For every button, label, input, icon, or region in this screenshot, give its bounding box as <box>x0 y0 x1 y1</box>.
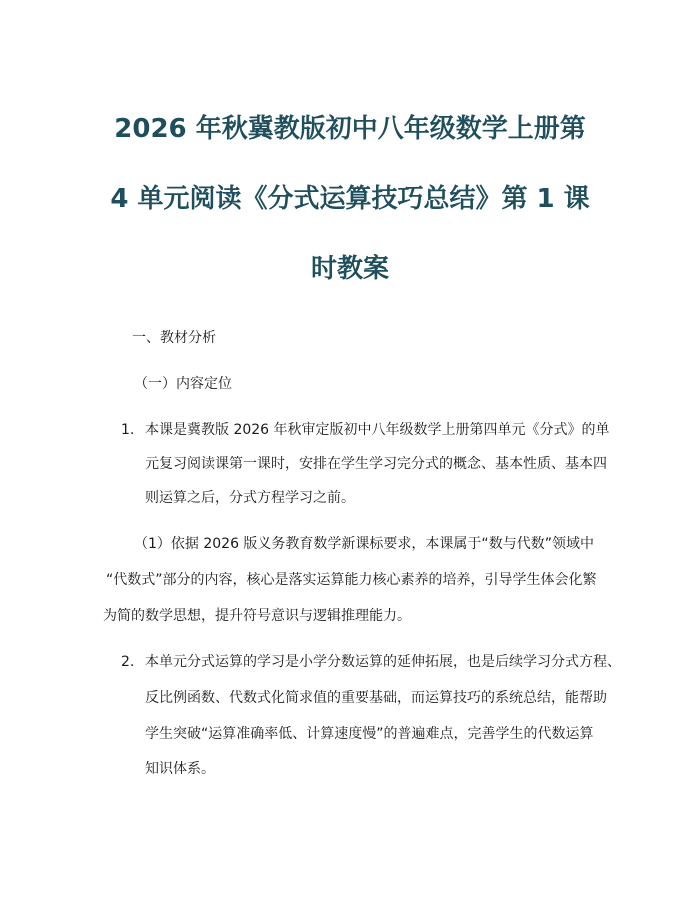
item-2-line-4: 知识体系。 <box>145 761 215 777</box>
item-2-line-2: 反比例函数、代数式化简求值的重要基础，而运算技巧的系统总结，能帮助 <box>145 690 607 706</box>
item-1-number: 1. <box>121 422 135 438</box>
item-2-line-3: 学生突破“运算准确率低、计算速度慢”的普遍难点，完善学生的代数运算 <box>145 726 594 742</box>
subsection-heading: （一）内容定位 <box>134 376 232 392</box>
paragraph-1-line-1: （1）依据 2026 版义务教育数学新课标要求，本课属于“数与代数”领域中 <box>134 536 594 552</box>
document-title-line-3: 时教案 <box>310 254 389 284</box>
document-title-line-1: 2026 年秋冀教版初中八年级数学上册第 <box>114 114 586 144</box>
section-heading: 一、教材分析 <box>132 330 216 346</box>
item-1-line-3: 则运算之后，分式方程学习之前。 <box>145 490 355 506</box>
item-2-line-1: 本单元分式运算的学习是小学分数运算的延伸拓展，也是后续学习分式方程、 <box>145 654 621 670</box>
item-1-line-2: 元复习阅读课第一课时，安排在学生学习完分式的概念、基本性质、基本四 <box>145 456 607 472</box>
paragraph-1-line-3: 为简的数学思想，提升符号意识与逻辑推理能力。 <box>103 608 411 624</box>
item-1-line-1: 本课是冀教版 2026 年秋审定版初中八年级数学上册第四单元《分式》的单 <box>145 422 610 438</box>
paragraph-1-line-2: “代数式”部分的内容，核心是落实运算能力核心素养的培养，引导学生体会化繁 <box>106 572 597 588</box>
document-title-line-2: 4 单元阅读《分式运算技巧总结》第 1 课 <box>110 184 590 214</box>
item-2-number: 2. <box>121 654 135 670</box>
